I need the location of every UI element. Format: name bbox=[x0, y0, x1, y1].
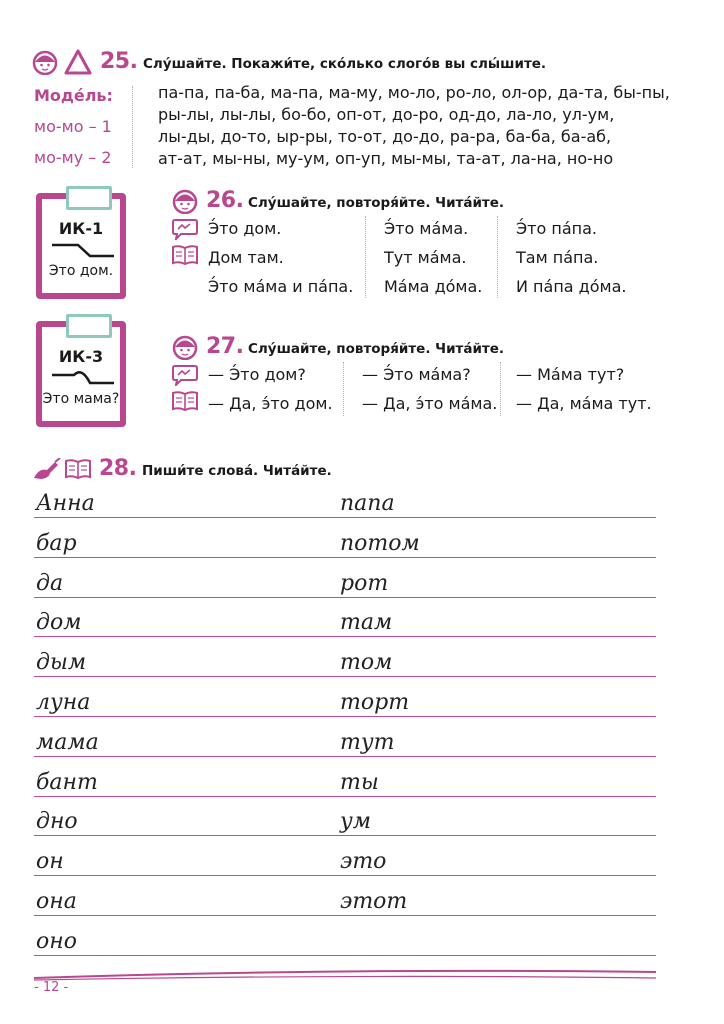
ex26-cell: Э́то дом. bbox=[208, 219, 282, 238]
handwritten-word: бант bbox=[36, 770, 98, 795]
syllable-line: ры-лы, лы-лы, бо-бо, оп-от, до-ро, од-до, ла-ло, ул-ум, bbox=[158, 105, 615, 124]
handwritten-word: оно bbox=[36, 929, 77, 954]
ex26-cell: Э́то па́па. bbox=[516, 219, 597, 238]
card-title: ИК-1 bbox=[58, 219, 104, 238]
exercise-25-instruction: Слу́шайте. Покажи́те, ско́лько слого́в вы слы́шите. bbox=[143, 56, 547, 72]
exercise-27-instruction: Слу́шайте, повторя́йте. Чита́йте. bbox=[248, 341, 505, 357]
exercise-26-instruction: Слу́шайте, повторя́йте. Чита́йте. bbox=[248, 195, 505, 211]
model-example-2: мо-му – 2 bbox=[34, 148, 112, 167]
exercise-25-number: 25. bbox=[100, 49, 138, 74]
handwritten-word: тут bbox=[340, 730, 395, 755]
ex26-cell: Дом там. bbox=[208, 248, 284, 267]
exercise-28-number: 28. bbox=[99, 456, 137, 481]
handwritten-word: ум bbox=[340, 809, 372, 834]
syllable-line: лы-ды, до-то, ыр-ры, то-от, до-до, ра-ра, ба-ба, ба-аб, bbox=[158, 127, 612, 146]
writing-line bbox=[34, 557, 656, 558]
column-divider bbox=[365, 216, 366, 298]
writing-line bbox=[34, 796, 656, 797]
writing-line bbox=[34, 597, 656, 598]
handwritten-word: это bbox=[340, 849, 387, 874]
listener-head-icon bbox=[32, 49, 58, 75]
triangle-icon bbox=[64, 48, 92, 76]
intonation-card-ik1 bbox=[36, 193, 126, 299]
handwritten-word: дно bbox=[36, 809, 78, 834]
open-book-icon bbox=[172, 244, 198, 266]
clipboard-clip bbox=[66, 186, 112, 210]
model-divider bbox=[132, 86, 133, 168]
exercise-28-instruction: Пиши́те слова́. Чита́йте. bbox=[142, 463, 332, 479]
ex26-cell: Ма́ма до́ма. bbox=[384, 277, 483, 296]
ex26-cell: Э́то ма́ма. bbox=[384, 219, 469, 238]
writing-line bbox=[34, 955, 656, 956]
handwritten-word: луна bbox=[36, 690, 91, 715]
syllable-line: ат-ат, мы-ны, му-ум, оп-уп, мы-мы, та-ат, ла-на, но-но bbox=[158, 149, 614, 168]
speech-bubble-icon bbox=[172, 364, 198, 386]
handwritten-word: дым bbox=[36, 650, 87, 675]
writing-line bbox=[34, 676, 656, 677]
writing-line bbox=[34, 517, 656, 518]
ex27-cell: — Да, э́то ма́ма. bbox=[362, 394, 498, 413]
writing-hand-icon bbox=[33, 458, 61, 480]
handwritten-word: Анна bbox=[36, 491, 95, 516]
handwritten-word: потом bbox=[340, 531, 420, 556]
writing-line bbox=[34, 756, 656, 757]
ex26-cell: Э́то ма́ма и па́па. bbox=[208, 277, 354, 296]
handwritten-word: бар bbox=[36, 531, 77, 556]
exercise-26-number: 26. bbox=[206, 188, 244, 213]
ex27-cell: — Э́то ма́ма? bbox=[362, 365, 471, 384]
ex27-cell: — Ма́ма тут? bbox=[516, 365, 625, 384]
intonation-card-ik3 bbox=[36, 321, 126, 427]
handwritten-word: ты bbox=[340, 770, 379, 795]
ex27-cell: — Да, э́то дом. bbox=[208, 394, 333, 413]
handwritten-word: она bbox=[36, 889, 77, 914]
syllable-line: па-па, па-ба, ма-па, ма-му, мо-ло, ро-ло, ол-ор, да-та, бы-пы, bbox=[158, 83, 670, 102]
handwritten-word: этот bbox=[340, 889, 408, 914]
handwritten-word: папа bbox=[340, 491, 395, 516]
handwritten-word: рот bbox=[340, 571, 389, 596]
model-example-1: мо-мо – 1 bbox=[34, 117, 112, 136]
listener-head-icon bbox=[172, 188, 198, 214]
ex26-cell: И па́па до́ма. bbox=[516, 277, 627, 296]
handwritten-word: том bbox=[340, 650, 393, 675]
ex26-cell: Тут ма́ма. bbox=[384, 248, 467, 267]
handwritten-word: там bbox=[340, 610, 393, 635]
open-book-icon bbox=[64, 458, 92, 480]
listener-head-icon bbox=[172, 334, 198, 360]
column-divider bbox=[500, 362, 501, 416]
card-caption: Это мама? bbox=[42, 391, 120, 407]
writing-line bbox=[34, 636, 656, 637]
clipboard-clip bbox=[66, 314, 112, 338]
ex27-cell: — Да, ма́ма тут. bbox=[516, 394, 652, 413]
footer-swoosh bbox=[34, 966, 656, 982]
writing-line bbox=[34, 915, 656, 916]
page-number: - 12 - bbox=[34, 980, 69, 995]
handwritten-word: мама bbox=[36, 730, 99, 755]
handwritten-word: он bbox=[36, 849, 64, 874]
exercise-27-number: 27. bbox=[206, 334, 244, 359]
writing-line bbox=[34, 716, 656, 717]
intonation-contour-ik3 bbox=[50, 367, 116, 387]
model-label: Моде́ль: bbox=[34, 86, 113, 105]
syllable-list bbox=[158, 82, 670, 170]
card-title: ИК-3 bbox=[58, 347, 104, 366]
handwritten-word: да bbox=[36, 571, 64, 596]
writing-line bbox=[34, 835, 656, 836]
handwritten-word: дом bbox=[36, 610, 82, 635]
card-caption: Это дом. bbox=[48, 263, 114, 279]
column-divider bbox=[497, 216, 498, 298]
ex27-cell: — Э́то дом? bbox=[208, 365, 306, 384]
handwritten-word: торт bbox=[340, 690, 410, 715]
writing-line bbox=[34, 875, 656, 876]
intonation-contour-ik1 bbox=[50, 241, 116, 259]
ex26-cell: Там па́па. bbox=[516, 248, 599, 267]
open-book-icon bbox=[172, 390, 198, 412]
column-divider bbox=[343, 362, 344, 416]
speech-bubble-icon bbox=[172, 218, 198, 240]
